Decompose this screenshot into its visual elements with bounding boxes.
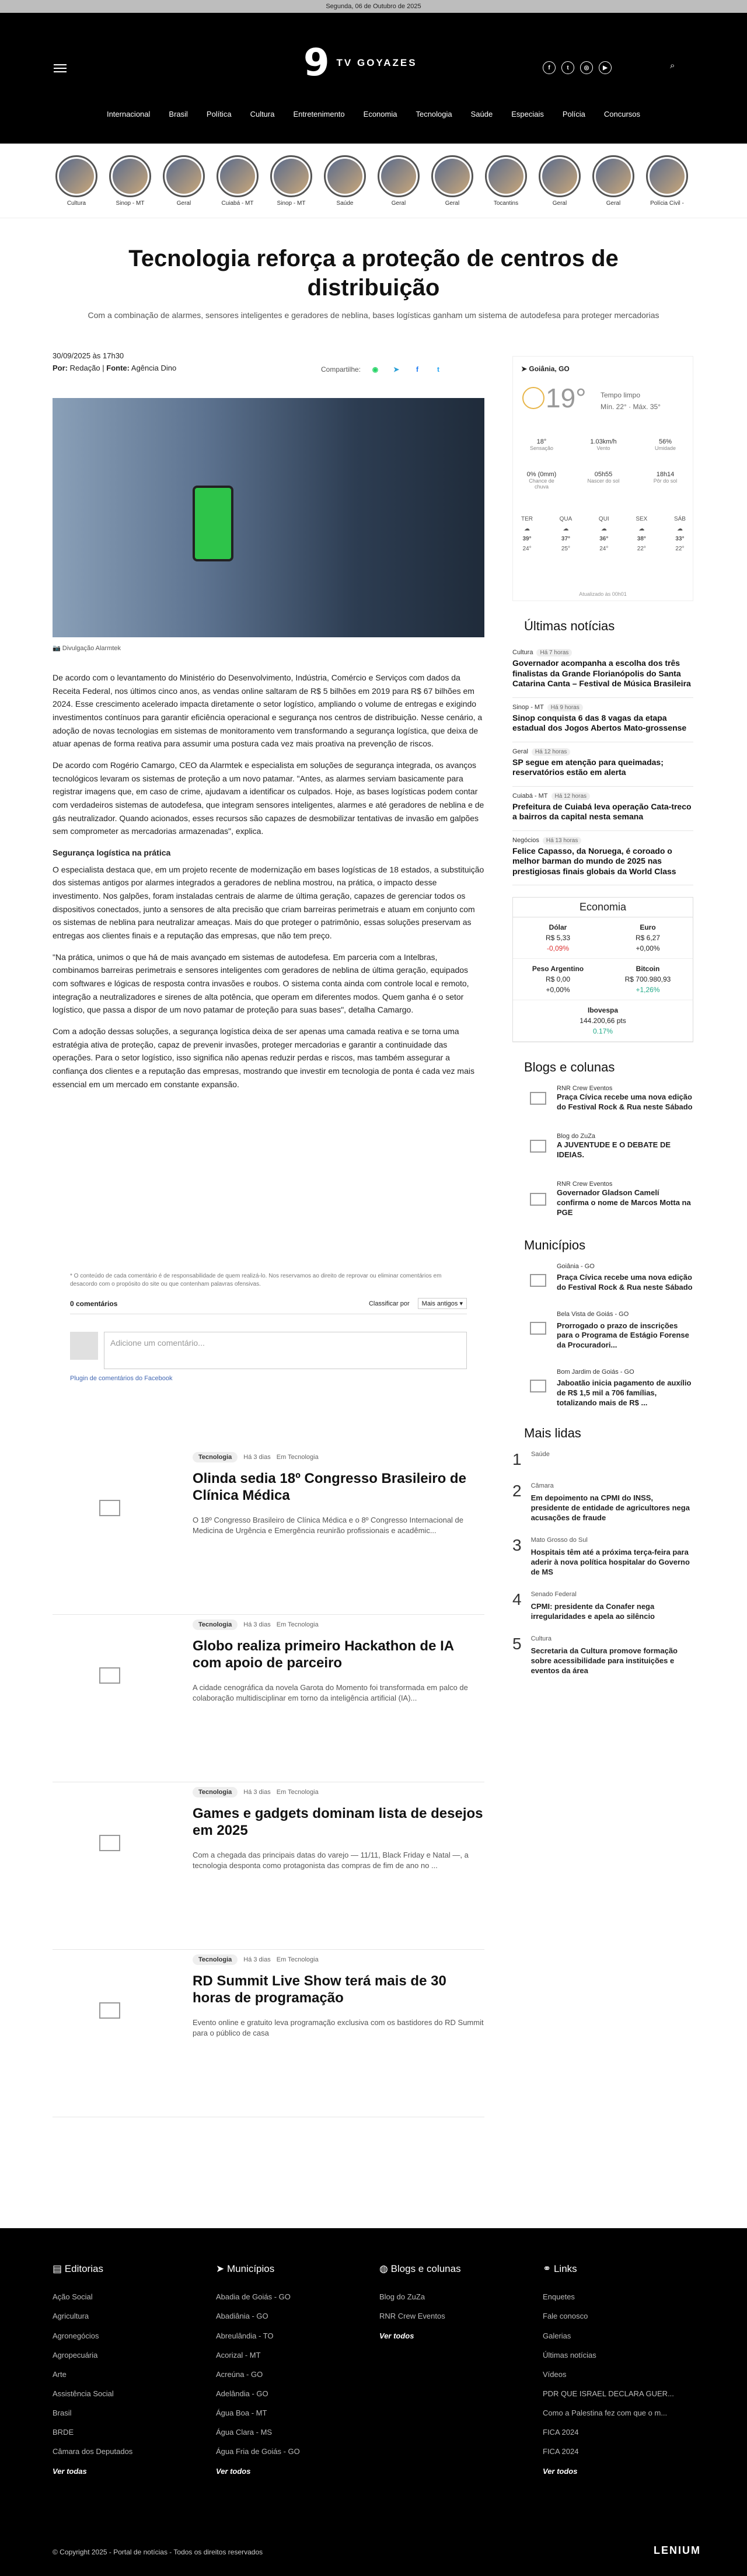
economy-title: Economia (513, 898, 693, 917)
weather-desc: Tempo limpo (601, 391, 641, 399)
blog-source: RNR Crew Eventos (557, 1085, 613, 1092)
footer-link[interactable]: Ação Social (53, 2292, 93, 2302)
footer-see-all[interactable]: Ver todos (216, 2466, 251, 2476)
footer-link[interactable]: Agricultura (53, 2312, 89, 2321)
paragraph: O especialista destaca que, em um projeto recente de modernização em bases logísticas de 18 estados, a substituição dos sistemas antigos por alarmes integrados a geradores de neblina mostrou, na prática, o impacto desse investimento. Nos galpões, foram instaladas centrais de alarme de última geração, capazes de gerenciar todos os dispositivos conectados, junto a sensores de alta precisão que criam barreiras perimetrais e atuam em conjunto com os sistemas de neblina para neutralizar ameaças. Mais do que proteger o patrimônio, essas soluções preservam as entregas aos clientes finais e a reputação das empresas, que não tem preço. (53, 864, 484, 941)
forecast-day: QUI ☁ 36° 24° (598, 516, 609, 552)
most-read-title: Hospitais têm até a próxima terça-feira para aderir à nova política hospitalar do Governo de MS (530, 1548, 690, 1577)
footer-see-all[interactable]: Ver todas (53, 2466, 87, 2476)
blogs-title: Blogs e colunas (524, 1060, 615, 1074)
municipio-city: Bom Jardim de Goiás - GO (557, 1369, 634, 1376)
latest-news-item[interactable] (512, 698, 693, 742)
time-ago: Há 3 dias (243, 1956, 271, 1963)
related-title[interactable]: Globo realiza primeiro Hackathon de IA com apoio de parceiro (193, 1638, 454, 1671)
weather-max: Máx. 35° (633, 403, 661, 411)
cloud-icon: ☁ (601, 526, 607, 532)
story-item[interactable] (537, 155, 582, 207)
news-title[interactable]: Sinop conquista 6 das 8 vagas da etapa estadual dos Jogos Abertos Mato-grossense (512, 713, 687, 732)
municipios-title: Municípios (524, 1238, 586, 1253)
cloud-icon: ☁ (524, 526, 530, 532)
logo-mark: 9 (303, 41, 330, 85)
story-thumb (485, 155, 527, 197)
paragraph: Com a adoção dessas soluções, a segurança logística deixa de ser apenas uma camada reativa e se torna uma estratégia ativa de proteção, capaz de prevenir invasões, proteger mercadorias e garantir a continuidade das operações. Para o setor logístico, isso significa não apenas reduzir perdas e riscos, mas também assegurar a confiança dos clientes e a reputação das empresas, mostrando que investir em tecnologia de ponta é cada vez mais essencial em um mercado em constante expansão. (53, 1027, 474, 1089)
youtube-icon[interactable]: ▶ (599, 61, 612, 74)
story-item[interactable] (430, 155, 475, 207)
weather-stat: 05h55 Nascer do sol (587, 471, 620, 484)
most-read-category: Cultura (530, 1635, 552, 1643)
footer-link[interactable]: Agropecuária (53, 2350, 98, 2359)
cloud-icon: ☁ (563, 526, 569, 532)
section-heading: Segurança logística na prática (53, 848, 171, 858)
story-label: Sinop - MT (277, 200, 306, 207)
article-body (53, 671, 484, 1099)
article-title: Tecnologia reforça a proteção de centros de distribuição (128, 246, 619, 301)
story-thumb (646, 155, 688, 197)
time-ago: Há 3 dias (243, 1454, 271, 1461)
weather-updated: Atualizado às 00h01 (579, 591, 627, 597)
story-label: Geral (391, 200, 406, 207)
footer-link[interactable]: PDR QUE ISRAEL DECLARA GUER... (543, 2389, 674, 2399)
story-item[interactable] (107, 155, 153, 207)
twitter-share-icon[interactable]: t (437, 365, 440, 374)
related-title[interactable]: Games e gadgets dominam lista de desejos em 2025 (193, 1806, 483, 1838)
newspaper-icon: ▤ (53, 2263, 65, 2274)
story-label: Geral (606, 200, 621, 207)
nav-item[interactable]: Política (206, 110, 232, 118)
footer-link[interactable]: Como a Palestina fez com que o m... (543, 2409, 668, 2418)
related-excerpt: O 18º Congresso Brasileiro de Clínica Médica e o 8º Congresso Internacional de Medicina de Urgência e Emergência reunirão profissionais e acadêmic... (193, 1516, 464, 1535)
nav-item[interactable]: Cultura (250, 110, 275, 118)
time-ago: Há 3 dias (243, 1621, 271, 1628)
nav-item[interactable]: Saúde (470, 110, 493, 118)
section-label: Em Tecnologia (276, 1621, 319, 1628)
facebook-icon[interactable]: f (543, 61, 556, 74)
footer-link[interactable]: Agronegócios (53, 2331, 99, 2340)
news-category[interactable]: Sinop - MT (512, 703, 544, 711)
time-ago: Há 3 dias (243, 1789, 271, 1796)
most-read-title: Mais lidas (524, 1426, 581, 1441)
story-thumb (163, 155, 205, 197)
news-category[interactable]: Cuiabá - MT (512, 792, 548, 800)
facebook-plugin-link[interactable]: Plugin de comentários do Facebook (70, 1375, 173, 1382)
footer-link[interactable]: Vídeos (543, 2369, 567, 2379)
related-title[interactable]: Olinda sedia 18º Congresso Brasileiro de Clínica Médica (193, 1471, 466, 1503)
comments-disclaimer: * O conteúdo de cada comentário é de responsabilidade de quem realizá-lo. Nos reservamos ao direito de reprovar ou eliminar comentários em desacordo com o propósito do site ou que contenham palavras ofensivas. (70, 1273, 442, 1287)
footer-link[interactable]: Água Boa - MT (216, 2409, 267, 2418)
nav-item[interactable]: Polícia (562, 110, 585, 118)
source: Agência Dino (131, 364, 177, 372)
news-time: Há 9 horas (547, 704, 583, 711)
story-item[interactable] (161, 155, 207, 207)
currency-cell: Ibovespa 144.200,66 pts 0.17% (513, 1000, 693, 1042)
nav-item[interactable]: Economia (363, 110, 397, 118)
weather-stat: 1.03km/h Vento (590, 438, 617, 451)
municipio-city: Bela Vista de Goiás - GO (557, 1311, 629, 1318)
most-read-title: CPMI: presidente da Conafer nega irregularidades e apela ao silêncio (530, 1602, 655, 1621)
article-image (53, 398, 484, 637)
footer-link[interactable]: Abadia de Goiás - GO (216, 2292, 291, 2302)
image-placeholder-icon (530, 1193, 546, 1206)
comments-section (70, 1272, 467, 1382)
related-article[interactable] (53, 1782, 484, 1950)
footer-link[interactable]: Assistência Social (53, 2389, 114, 2399)
site-header (0, 13, 747, 89)
whatsapp-icon[interactable]: ◉ (372, 365, 379, 374)
footer-see-all[interactable]: Ver todos (379, 2331, 414, 2340)
related-article[interactable] (53, 1950, 484, 2117)
news-time: Há 12 horas (551, 793, 590, 800)
footer-link[interactable]: Abadiânia - GO (216, 2312, 268, 2321)
currency-cell: Dólar R$ 5,33 -0,09% (513, 917, 603, 959)
footer-column-title: ◍ Blogs e colunas (379, 2263, 461, 2274)
weather-stat: 56% Umidade (654, 438, 676, 451)
blog-title: Praça Cívica recebe uma nova edição do Festival Rock & Rua neste Sábado (557, 1092, 693, 1112)
site-logo[interactable] (303, 41, 417, 85)
telegram-icon[interactable]: ➤ (393, 365, 400, 374)
logo-text: TV GOYAZES (336, 57, 417, 68)
footer-link[interactable]: Acorizal - MT (216, 2350, 261, 2359)
related-title[interactable]: RD Summit Live Show terá mais de 30 horas de programação (193, 1973, 446, 2006)
image-placeholder-icon (99, 1667, 120, 1684)
social-links (543, 61, 612, 74)
related-excerpt: Evento online e gratuito leva programação exclusiva com os bastidores do RD Summit para o público de casa (193, 2018, 484, 2037)
news-time: Há 13 horas (543, 837, 581, 844)
footer-link[interactable]: FICA 2024 (543, 2428, 579, 2437)
pin-icon: ➤ (216, 2263, 227, 2274)
story-item[interactable] (591, 155, 636, 207)
date-bar: Segunda, 06 de Outubro de 2025 (0, 0, 747, 13)
most-read-item[interactable] (512, 1482, 693, 1523)
news-category[interactable]: Negócios (512, 836, 539, 844)
story-item[interactable] (376, 155, 421, 207)
copyright: © Copyright 2025 - Portal de notícias - Todos os direitos reservados (53, 2548, 263, 2556)
municipio-item[interactable] (512, 1368, 693, 1408)
story-label: Geral (176, 200, 191, 207)
footer-link[interactable]: Água Fria de Goiás - GO (216, 2447, 300, 2456)
image-placeholder-icon (530, 1092, 546, 1105)
forecast-day: SEX ☁ 38° 22° (636, 516, 648, 552)
footer-link[interactable]: Blog do ZuZa (379, 2292, 425, 2302)
section-label: Em Tecnologia (276, 1956, 319, 1963)
municipio-title: Jaboatão inicia pagamento de auxílio de R$ 1,5 mil a 706 famílias, totalizando mais de R$ ... (557, 1378, 692, 1408)
footer-column (543, 2256, 706, 2481)
image-placeholder-icon (530, 1274, 546, 1287)
image-placeholder-icon (530, 1380, 546, 1392)
footer-link[interactable]: RNR Crew Eventos (379, 2312, 445, 2321)
image-placeholder-icon (99, 2002, 120, 2019)
news-title[interactable]: Governador acompanha a escolha dos três finalistas da Grande Florianópolis do Santa Catarina Canta – Festival de Música Brasileira (512, 658, 691, 688)
news-time: Há 7 horas (536, 649, 572, 657)
story-item[interactable] (54, 155, 99, 207)
share-bar (321, 363, 445, 376)
author-label: Por: (53, 364, 68, 372)
section-label: Em Tecnologia (276, 1454, 319, 1461)
main-nav (0, 89, 747, 144)
article-datetime: 30/09/2025 às 17h30 (53, 351, 124, 360)
economy-widget (512, 897, 693, 1042)
globe-icon: ◍ (379, 2263, 391, 2274)
most-read-item[interactable] (512, 1590, 693, 1622)
comments-count: 0 comentários (70, 1299, 118, 1308)
story-thumb (270, 155, 312, 197)
source-label: Fonte: (106, 364, 130, 372)
footer-link[interactable]: Acreúna - GO (216, 2369, 263, 2379)
sort-select[interactable]: Mais antigos ▾ (418, 1298, 467, 1309)
facebook-share-icon[interactable]: f (416, 365, 419, 374)
footer-link[interactable]: FICA 2024 (543, 2447, 579, 2456)
weather-stat: 0% (0mm) Chance de chuva (526, 471, 557, 490)
article-meta: 30/09/2025 às 17h30 Por: Redação | Fonte: Agência Dino (53, 351, 177, 372)
forecast-day: SÁB ☁ 33° 22° (673, 516, 686, 552)
related-list (53, 1447, 484, 2117)
story-thumb (109, 155, 151, 197)
image-caption: 📷 Divulgação Alarmtek (53, 645, 121, 652)
footer-link[interactable]: Abreulândia - TO (216, 2331, 274, 2340)
story-label: Tocantins (493, 200, 519, 207)
footer-link[interactable]: Fale conosco (543, 2312, 588, 2321)
story-thumb (539, 155, 581, 197)
footer-see-all[interactable]: Ver todos (543, 2466, 578, 2476)
footer-link[interactable]: Arte (53, 2369, 67, 2379)
latest-news-item[interactable] (512, 831, 693, 886)
story-thumb (217, 155, 259, 197)
blog-source: RNR Crew Eventos (557, 1181, 613, 1188)
link-icon: ⚭ (543, 2263, 554, 2274)
comment-input[interactable]: Adicione um comentário... (104, 1332, 467, 1369)
story-item[interactable] (268, 155, 314, 207)
weather-min: Mín. 22° (601, 403, 627, 411)
story-label: Geral (445, 200, 460, 207)
category-tag[interactable]: Tecnologia (193, 1954, 238, 1965)
avatar (70, 1332, 98, 1360)
rank-number: 4 (512, 1590, 522, 1609)
most-read-category: Câmara (530, 1482, 554, 1490)
municipio-title: Praça Cívica recebe uma nova edição do Festival Rock & Rua neste Sábado (557, 1273, 693, 1292)
blog-item[interactable] (512, 1084, 693, 1112)
weather-city: ➤ Goiânia, GO (521, 365, 570, 373)
footer (0, 2228, 747, 2576)
blog-item[interactable] (512, 1132, 693, 1160)
story-label: Geral (552, 200, 567, 207)
image-placeholder-icon (530, 1322, 546, 1335)
blog-title: A JUVENTUDE E O DEBATE DE IDEIAS. (557, 1140, 671, 1160)
sun-icon (522, 387, 544, 409)
story-item[interactable] (215, 155, 260, 207)
rank-number: 2 (512, 1482, 522, 1500)
cloud-icon: ☁ (638, 526, 645, 532)
most-read-title: Secretaria da Cultura promove formação sobre acessibilidade para instituições e eventos da área (530, 1646, 678, 1676)
category-tag[interactable]: Tecnologia (193, 1452, 238, 1462)
share-label: Compartilhe: (321, 365, 361, 374)
weather-forecast (521, 514, 686, 554)
nav-item[interactable]: Concursos (603, 110, 641, 118)
most-read-category: Saúde (531, 1451, 550, 1458)
news-title[interactable]: SP segue em atenção para queimadas; reservatórios estão em alerta (512, 757, 664, 777)
nav-item[interactable]: Brasil (169, 110, 188, 118)
footer-column-title: ▤ Editorias (53, 2263, 103, 2274)
stories-bar (0, 144, 747, 218)
rank-number: 3 (512, 1536, 522, 1555)
paragraph: De acordo com o levantamento do Ministério do Desenvolvimento, Indústria, Comércio e Serviços com dados da Receita Federal, nos últimos cinco anos, as vendas online saltaram de R$ 5 bilhões em 2019 para R$ 67 bilhões em 2024. Esse crescimento acelerado impacta diretamente o setor logístico, ampliando o volume de entregas e exigindo investimentos contínuos para garantir eficiência operacional e segurança nos centros de distribuição. Nesse cenário, a adoção de novas tecnologias em sistemas de monitoramento vem transformando a segurança logística, que deixa de atuar apenas de forma reativa para assumir uma postura cada vez mais proativa na prevenção de riscos. (53, 673, 483, 749)
search-icon[interactable]: ⌕ (670, 61, 675, 71)
footer-link[interactable]: Adelândia - GO (216, 2389, 268, 2399)
story-label: Polícia Civil - (650, 200, 684, 207)
weather-widget: ➤ Goiânia, GO 19° Tempo limpo Mín. 22° · Máx. 35° 18° Sensação 1.03km/h Vento 56% Umidade 0% (0mm) Chance de chuva 05h55 Nascer do sol 18h14 Pôr do sol TER ☁ 39° 24° QUA ☁ 37° 25° QUI ☁ 36° 24° SEX ☁ 38° 22° SÁB ☁ 33° 22° Atualizado às 00h01 (512, 356, 693, 601)
article-subtitle: Com a combinação de alarmes, sensores inteligentes e geradores de neblina, bases logísticas ganham um sistema de autodefesa para proteger mercadorias (88, 310, 659, 320)
twitter-icon[interactable]: t (561, 61, 574, 74)
news-category[interactable]: Geral (512, 748, 528, 755)
latest-news-item[interactable] (512, 742, 693, 787)
weather-temp: 19° (546, 383, 587, 413)
author: Redação (69, 364, 100, 372)
blog-source: Blog do ZuZa (557, 1133, 596, 1140)
rank-number: 5 (512, 1635, 522, 1653)
related-article[interactable] (53, 1447, 484, 1615)
municipio-title: Prorrogado o prazo de inscrições para o Programa de Estágio Forense da Procuradori... (557, 1321, 689, 1350)
blog-item[interactable] (512, 1180, 693, 1218)
menu-icon[interactable] (54, 62, 67, 75)
nav-item[interactable]: Tecnologia (416, 110, 452, 118)
section-label: Em Tecnologia (276, 1789, 319, 1796)
footer-link[interactable]: Últimas notícias (543, 2350, 596, 2359)
story-item[interactable] (322, 155, 368, 207)
story-label: Sinop - MT (116, 200, 145, 207)
story-label: Cultura (67, 200, 86, 207)
footer-column (216, 2256, 379, 2481)
news-title[interactable]: Felice Capasso, da Noruega, é coroado o melhor barman do mundo de 2025 nas prestigiosas finais globais da World Class (512, 846, 676, 876)
footer-column (53, 2256, 216, 2481)
story-thumb (55, 155, 97, 197)
nav-item[interactable]: Entretenimento (293, 110, 345, 118)
category-tag[interactable]: Tecnologia (193, 1787, 238, 1797)
latest-title: Últimas notícias (524, 619, 615, 633)
story-thumb (378, 155, 420, 197)
most-read-title: Em depoimento na CPMI do INSS, presidente de entidade de agricultores nega acusações de fraude (530, 1493, 690, 1523)
related-article[interactable] (53, 1615, 484, 1782)
most-read-category: Senado Federal (530, 1591, 577, 1598)
blog-title: Governador Gladson Camelí confirma o nome de Marcos Motta na PGE (557, 1188, 691, 1217)
sort-label: Classificar por (368, 1300, 410, 1307)
footer-link[interactable]: Galerias (543, 2331, 571, 2340)
currency-cell: Euro R$ 6,27 +0,00% (603, 917, 693, 959)
image-placeholder-icon (99, 1500, 120, 1516)
footer-column-title: ⚭ Links (543, 2263, 577, 2274)
related-excerpt: Com a chegada das principais datas do varejo — 11/11, Black Friday e Natal —, a tecnologia desponta como protagonista das compras de fim de ano no ... (193, 1851, 469, 1870)
most-read-item[interactable] (512, 1536, 693, 1577)
municipio-city: Goiânia - GO (557, 1263, 595, 1270)
most-read-category: Mato Grosso do Sul (530, 1537, 588, 1544)
forecast-day: QUA ☁ 37° 25° (559, 516, 573, 552)
related-excerpt: A cidade cenográfica da novela Garota do Momento foi transformada em palco de colaboração multidisciplinar em torno da inteligência artificial (IA)... (193, 1683, 468, 1702)
footer-link[interactable]: BRDE (53, 2428, 74, 2437)
paragraph: "Na prática, unimos o que há de mais avançado em sistemas de autodefesa. Em parceria com a Intelbras, combinamos barreiras perimetrais e sensores inteligentes com geradores de neblina de última geração, equipados com softwares e lógicas de resposta contra invasões e roubos. O sistema conta ainda com controle local e remoto, integração a neutralizadores e sirenes de alta potência, que operam em diferentes modos. Quem ganha é o setor logístico, que passa a dispor de um novo patamar de proteção para suas bases", detalha Camargo. (53, 952, 469, 1015)
municipio-item[interactable] (512, 1262, 693, 1293)
story-label: Saúde (336, 200, 354, 207)
most-read-item[interactable] (512, 1450, 693, 1469)
instagram-icon[interactable]: ◎ (580, 61, 593, 74)
story-thumb (431, 155, 473, 197)
weather-stat: 18h14 Pôr do sol (653, 471, 678, 484)
cloud-icon: ☁ (676, 526, 683, 532)
currency-cell: Peso Argentino R$ 0,00 +0,00% (513, 959, 603, 1000)
currency-cell: Bitcoin R$ 700.980,93 +1,26% (603, 959, 693, 1000)
municipio-item[interactable] (512, 1310, 693, 1350)
footer-column-title: ➤ Municípios (216, 2263, 275, 2274)
most-read-item[interactable] (512, 1635, 693, 1676)
story-thumb (592, 155, 634, 197)
latest-news-item[interactable] (512, 643, 693, 698)
nav-item[interactable]: Internacional (106, 110, 151, 118)
image-placeholder-icon (99, 1835, 120, 1851)
weather-stat: 18° Sensação (529, 438, 554, 451)
image-placeholder-icon (530, 1140, 546, 1153)
footer-column (379, 2256, 543, 2481)
story-item[interactable] (644, 155, 690, 207)
paragraph: De acordo com Rogério Camargo, CEO da Alarmtek e especialista em soluções de segurança integrada, os avanços tecnológicos levaram os sistemas de proteção a um novo patamar. "Antes, as alarmes serviam basicamente para registrar imagens que, em caso de crime, ajudavam a identificar os culpados. Hoje, as bases logísticas podem contar com verdadeiros sistemas de autodefesa, que integram sensores inteligentes, alarmes e até geradores de neblina e de gás neutralizador. Quando acionados, esses recursos são capazes de desmobilizar tentativas de invasão em galpões sem comprometer as mercadorias armazenadas", explica. (53, 760, 484, 836)
rank-number: 1 (512, 1450, 522, 1469)
sidebar (512, 356, 693, 1689)
forecast-day: TER ☁ 39° 24° (521, 516, 533, 552)
category-tag[interactable]: Tecnologia (193, 1619, 238, 1630)
news-title[interactable]: Prefeitura de Cuiabá leva operação Cata-treco a bairros da capital nesta semana (512, 801, 692, 821)
story-thumb (324, 155, 366, 197)
footer-link[interactable]: Enquetes (543, 2292, 575, 2302)
developer-logo[interactable]: LENIUM (654, 2544, 701, 2556)
story-label: Cuiabá - MT (221, 200, 254, 207)
footer-link[interactable]: Água Clara - MS (216, 2428, 273, 2437)
news-category[interactable]: Cultura (512, 649, 533, 656)
story-item[interactable] (483, 155, 529, 207)
nav-item[interactable]: Especiais (511, 110, 544, 118)
footer-link[interactable]: Câmara dos Deputados (53, 2447, 133, 2456)
news-time: Há 12 horas (532, 748, 570, 756)
footer-link[interactable]: Brasil (53, 2409, 72, 2418)
phone-illustration (193, 486, 233, 561)
latest-news-item[interactable] (512, 787, 693, 831)
